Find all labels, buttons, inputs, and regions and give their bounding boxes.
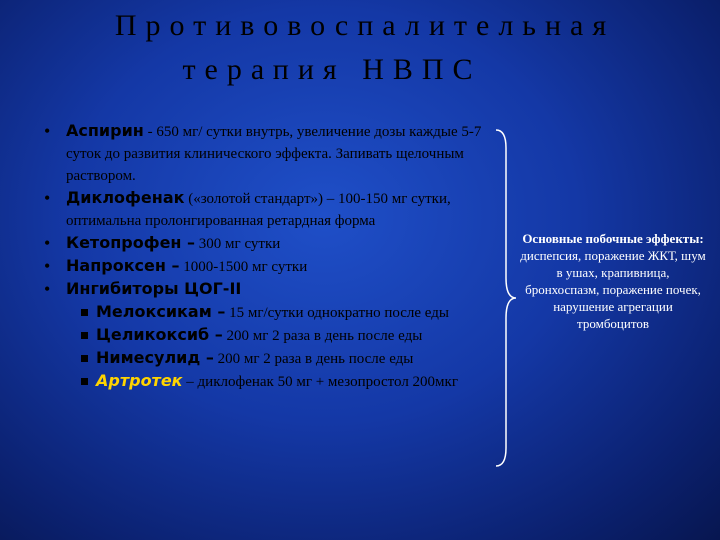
drug-dosage: 200 мг 2 раза в день после еды xyxy=(222,328,423,344)
drug-group-label: Ингибиторы xyxy=(66,279,179,298)
sub-item-nimesulide xyxy=(44,347,504,370)
slide-title xyxy=(0,4,720,92)
drug-name: Аспирин xyxy=(66,121,144,140)
list-item-diclofenac xyxy=(44,187,504,232)
square-bullet-icon xyxy=(81,378,88,385)
drug-name: Кетопрофен – xyxy=(66,233,196,252)
drug-list xyxy=(44,120,504,393)
drug-name: Нимесулид – xyxy=(96,348,214,367)
drug-dosage: 200 мг 2 раза в день после еды xyxy=(213,351,414,367)
drug-group-name: ЦОГ-II xyxy=(178,279,242,298)
sub-item-celecoxib xyxy=(44,324,504,347)
drug-name: Диклофенак xyxy=(66,188,185,207)
drug-dosage: 1000-1500 мг сутки xyxy=(179,259,308,275)
title-line-1: Противовоспалительная xyxy=(114,9,616,42)
square-bullet-icon xyxy=(81,332,88,339)
bullet-icon: • xyxy=(44,233,51,253)
title-line-2: терапия НВПС xyxy=(182,53,482,86)
drug-name-highlighted: Артротек xyxy=(96,371,183,390)
list-item-cox2-inhibitors xyxy=(44,278,504,301)
drug-dosage: 15 мг/сутки однократно после еды xyxy=(225,305,449,321)
bullet-icon: • xyxy=(44,279,51,299)
drug-name: Мелоксикам – xyxy=(96,302,226,321)
square-bullet-icon xyxy=(81,355,88,362)
side-effects-note xyxy=(518,230,708,332)
list-item-naproxen xyxy=(44,255,504,278)
drug-dosage: - 650 мг/ сутки внутрь, увеличение дозы каждые 5-7 суток до развития клинического эффекта. Запивать щелочным раствором. xyxy=(66,124,482,184)
square-bullet-icon xyxy=(81,309,88,316)
drug-dosage: 300 мг сутки xyxy=(195,236,281,252)
side-effects-text: диспепсия, поражение ЖКТ, шум в ушах, крапивница, бронхоспазм, поражение почек, нарушение агрегации тромбоцитов xyxy=(520,248,706,331)
list-item-aspirin xyxy=(44,120,504,187)
bullet-icon: • xyxy=(44,188,51,208)
sub-item-arthrotec xyxy=(44,370,504,393)
drug-name: Напроксен – xyxy=(66,256,180,275)
bullet-icon: • xyxy=(44,256,51,276)
right-brace-icon xyxy=(494,128,518,468)
drug-dosage: – диклофенак 50 мг + мезопростол 200мкг xyxy=(182,374,458,390)
list-item-ketoprofen xyxy=(44,232,504,255)
bullet-icon: • xyxy=(44,121,51,141)
drug-dosage: («золотой стандарт») – 100-150 мг сутки, оптимальна пролонгированная ретардная форма xyxy=(66,191,451,229)
sub-item-meloxicam xyxy=(44,301,504,324)
side-effects-heading: Основные побочные эффекты: xyxy=(522,231,704,246)
drug-name: Целикоксиб – xyxy=(96,325,223,344)
